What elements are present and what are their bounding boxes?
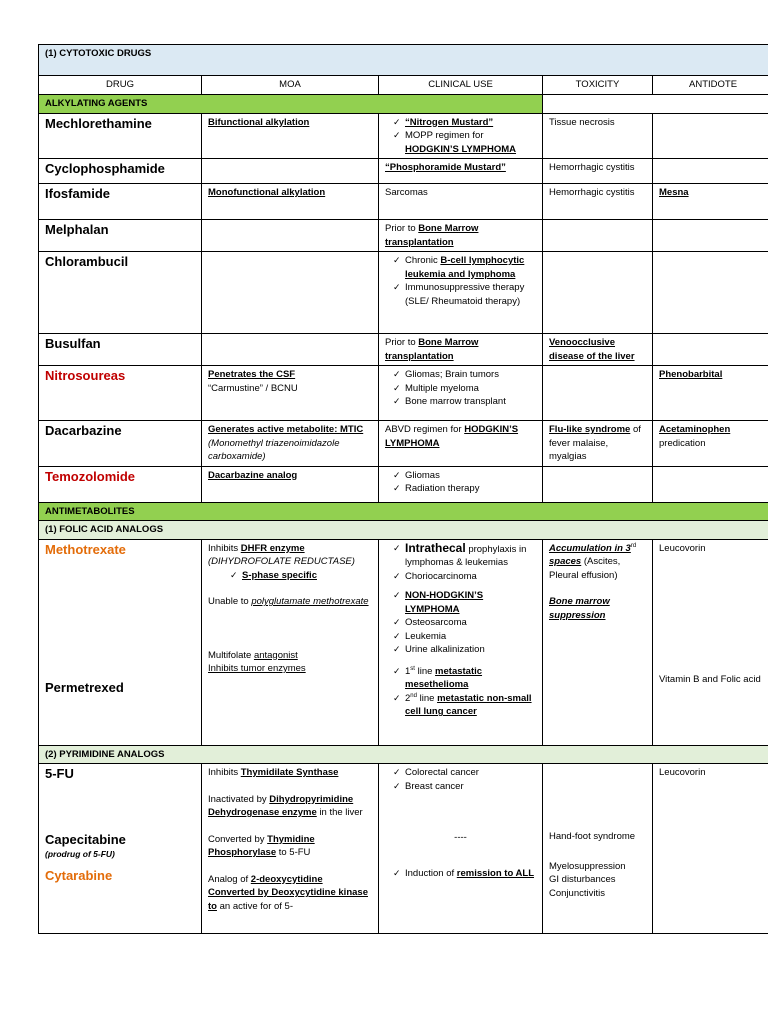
moa-text: Bifunctional alkylation — [208, 116, 310, 128]
clinical-use-list — [385, 368, 536, 409]
moa-text: Monofunctional alkylation — [208, 187, 326, 198]
clinical-use-text: “Phosphoramide Mustard” — [385, 162, 506, 173]
drug-name: Chlorambucil — [45, 254, 129, 269]
drug-table — [38, 44, 768, 934]
toxicity-text: GI disturbances — [549, 874, 616, 885]
drug-name: Nitrosoureas — [45, 368, 126, 383]
list-item: ✓ Bone marrow transplant — [393, 395, 536, 409]
table-row: Methotrexate Permetrexed Inhibits DHFR enzyme (DIHYDROFOLATE REDUCTASE) ✓ S-phase specific Unable to polyglutamate methotrexate Multifolate antagonist Inhibits tumor enzymes ✓ Intrathecal prophylaxis in lymphomas & leukemias ✓ Choriocarcinoma ✓ NON-HODGKIN’S LYMPHOMA ✓ Osteosarcoma ✓ Leukemia ✓ Urine alkalinization ✓ 1st line metastatic mesethelioma ✓ 2nd line metastatic non-small cell lung cancer Accumulation in 3rd spaces (Ascites, Pleural effusion) Bone marrow suppression Leucovorin Vitamin B and Folic acid — [39, 539, 768, 745]
antidote-text: Mesna — [659, 187, 689, 198]
header-antidote: ANTIDOTE — [653, 76, 768, 95]
table-row — [39, 466, 768, 502]
list-item: ✓ Breast cancer — [393, 780, 536, 794]
drug-name: Ifosfamide — [45, 186, 111, 201]
table-row: Nitrosoureas Penetrates the CSF “Carmustine” / BCNU ✓ Gliomas; Brain tumors ✓ Multiple myeloma ✓ Bone marrow transplant Phenobarbital — [39, 366, 768, 421]
table-row — [39, 184, 768, 220]
clinical-use-text: Sarcomas — [385, 187, 428, 198]
list-item: ✓ Chronic B-cell lymphocytic leukemia and lymphoma — [393, 254, 536, 281]
list-item: ✓ Radiation therapy — [393, 482, 536, 496]
section-row — [39, 502, 768, 521]
section-alkylating: ALKYLATING AGENTS — [39, 95, 543, 114]
antidote-text: Phenobarbital — [659, 369, 723, 380]
clinical-use-list — [385, 254, 536, 308]
list-item: ✓ Intrathecal prophylaxis in lymphomas & leukemias — [393, 542, 536, 570]
clinical-use-list — [385, 665, 536, 719]
toxicity-text: Conjunctivitis — [549, 887, 605, 899]
drug-name: Temozolomide — [45, 468, 136, 484]
moa-text: DHFR enzyme — [240, 542, 305, 554]
section-row — [39, 95, 768, 114]
list-item: ✓ Immunosuppressive therapy (SLE/ Rheumatoid therapy) — [393, 281, 536, 308]
list-item: ✓ “Nitrogen Mustard” — [393, 116, 536, 130]
header-moa: MOA — [202, 76, 379, 95]
list-item: ✓ 1st line metastatic mesethelioma — [393, 665, 536, 692]
header-row — [39, 76, 768, 95]
list-item: ✓ Osteosarcoma — [393, 616, 536, 630]
section-antimetabolites: ANTIMETABOLITES — [39, 502, 768, 521]
antidote-text: Leucovorin — [659, 542, 706, 554]
drug-name: Methotrexate — [45, 541, 126, 557]
list-item: ✓ S-phase specific — [230, 569, 372, 583]
clinical-use-text: Bone Marrow transplantation — [385, 337, 479, 362]
toxicity-text: Hemorrhagic cystitis — [549, 162, 635, 173]
clinical-use-list — [385, 469, 536, 496]
subsection-row — [39, 745, 768, 764]
clinical-use-list — [385, 116, 536, 157]
subsection-row — [39, 521, 768, 540]
list-item: ✓ Induction of remission to ALL — [393, 867, 536, 881]
header-toxicity: TOXICITY — [543, 76, 653, 95]
list-item: ✓ Gliomas; Brain tumors — [393, 368, 536, 382]
moa-text: Dacarbazine analog — [208, 469, 298, 481]
toxicity-text: Hemorrhagic cystitis — [549, 187, 635, 198]
toxicity-text: Accumulation in 3 — [549, 542, 631, 554]
clinical-use-text: HODGKIN’S LYMPHOMA — [385, 424, 519, 449]
list-item: ✓ Leukemia — [393, 630, 536, 644]
list-item: ✓ 2nd line metastatic non-small cell lung cancer — [393, 692, 536, 719]
table-row: 5-FU Capecitabine (prodrug of 5-FU) Cytarabine Inhibits Thymidilate Synthase Inactivated by Dihydropyrimidine Dehydrogenase enzyme in the liver Converted by Thymidine Phosphorylase to 5-FU Analog of 2-deoxycytidine Converted by Deoxycytidine kinase to an active for of 5- ✓ Colorectal cancer ✓ Breast cancer ---- ✓ Induction of remission to ALL Hand-foot syndrome Myelosuppression GI disturbances Conjunctivitis Leucovorin — [39, 764, 768, 934]
drug-name: Melphalan — [45, 222, 109, 237]
drug-name: Cytarabine — [45, 867, 113, 883]
table-row — [39, 159, 768, 184]
moa-text: 2-deoxycytidine Converted by Deoxycytidine kinase to — [208, 873, 368, 912]
toxicity-text: Flu-like syndrome — [549, 424, 631, 435]
drug-name: Busulfan — [45, 336, 101, 351]
clinical-use-text: Bone Marrow transplantation — [385, 223, 479, 248]
section-pyrimidine: (2) PYRIMIDINE ANALOGS — [39, 745, 768, 764]
antidote-text: Acetaminophen — [659, 424, 731, 435]
drug-name: Mechlorethamine — [45, 115, 152, 131]
list-item: ✓ Gliomas — [393, 469, 536, 483]
antidote-text: Vitamin B and Folic acid — [659, 674, 761, 685]
list-item: ✓ Multiple myeloma — [393, 382, 536, 396]
table-row — [39, 252, 768, 334]
clinical-use-list — [385, 867, 536, 881]
list-item: ✓ Choriocarcinoma — [393, 570, 536, 584]
list-item: ✓ NON-HODGKIN’S LYMPHOMA — [393, 589, 536, 616]
section-folic-acid: (1) FOLIC ACID ANALOGS — [39, 521, 768, 540]
header-clinical-use: CLINICAL USE — [379, 76, 543, 95]
list-item: ✓ Urine alkalinization — [393, 643, 536, 657]
toxicity-text: Tissue necrosis — [549, 116, 615, 128]
clinical-use-list — [385, 766, 536, 793]
table-row: Dacarbazine Generates active metabolite: MTIC (Monomethyl triazenoimidazole carboxamide) ABVD regimen for HODGKIN’S LYMPHOMA Flu-like syndrome of fever malaise, myalgias Acetaminophen predication — [39, 421, 768, 467]
drug-name: Capecitabine — [45, 832, 126, 847]
toxicity-text: Bone marrow suppression — [549, 596, 610, 621]
antidote-text: Leucovorin — [659, 767, 706, 778]
clinical-use-list — [385, 589, 536, 657]
clinical-use-list — [385, 542, 536, 584]
moa-text: Thymidine Phosphorylase — [208, 833, 315, 858]
table-row: Busulfan Prior to Bone Marrow transplantation Venoocclusive disease of the liver — [39, 334, 768, 366]
toxicity-text: Venoocclusive disease of the liver — [549, 337, 635, 362]
table-row: Melphalan Prior to Bone Marrow transplantation — [39, 220, 768, 252]
list-item: ✓ Colorectal cancer — [393, 766, 536, 780]
toxicity-text: Myelosuppression — [549, 860, 626, 872]
header-drug: DRUG — [39, 76, 202, 95]
drug-name: 5-FU — [45, 766, 74, 781]
table-row — [39, 113, 768, 159]
drug-name: Permetrexed — [45, 679, 124, 695]
moa-text: Dihydropyrimidine Dehydrogenase enzyme — [208, 793, 354, 818]
moa-text: Generates active metabolite: MTIC — [208, 424, 364, 435]
list-item: ✓ MOPP regimen for HODGKIN’S LYMPHOMA — [393, 129, 536, 156]
title-row — [39, 45, 768, 76]
moa-text: Penetrates the CSF — [208, 369, 296, 380]
clinical-use-text: ---- — [454, 832, 467, 843]
drug-name: Dacarbazine — [45, 423, 122, 438]
drug-name: Cyclophosphamide — [45, 161, 165, 176]
moa-text: Thymidilate Synthase — [240, 767, 339, 778]
page-title: (1) CYTOTOXIC DRUGS — [39, 45, 768, 76]
toxicity-text: Hand-foot syndrome — [549, 831, 636, 842]
